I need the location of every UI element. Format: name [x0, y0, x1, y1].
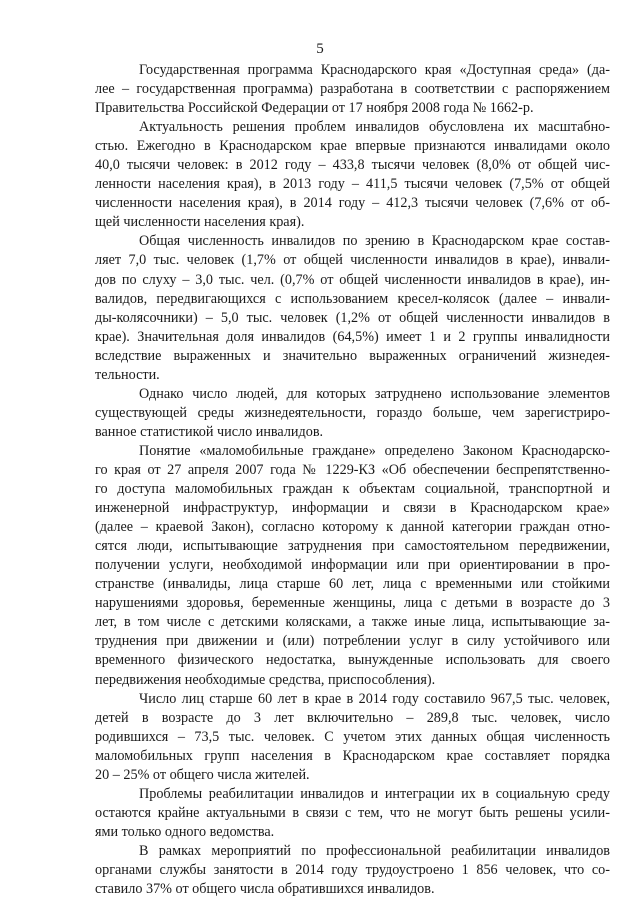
text-line: Государственная программа Краснодарского края «Доступная среда» (да-	[139, 62, 610, 78]
text-line: Общая численность инвалидов по зрению в Краснодарском крае состав-	[139, 233, 610, 250]
text-line: детей в возрасте до 3 лет включительно – 289,8 тыс. человек, число	[95, 709, 610, 726]
text-line: ляет 7,0 тыс. человек (1,7% от общей численности инвалидов в крае), инвали-	[95, 252, 610, 269]
text-line: численности населения края), в 2014 году – 412,3 тысячи человек (7,6% от об-	[95, 195, 610, 212]
text-line: вследствие выраженных и значительно выраженных ограничений жизнедея-	[95, 347, 610, 364]
paragraph	[95, 690, 610, 785]
text-line: В рамках мероприятий по профессиональной реабилитации инвалидов	[139, 842, 610, 859]
text-line: дов по слуху – 3,0 тыс. чел. (0,7% от общей численности инвалидов в крае), ин-	[95, 271, 610, 288]
text-line: ставило 37% от общего числа обратившихся инвалидов.	[95, 881, 435, 898]
paragraph	[95, 118, 610, 232]
text-line: инженерной инфраструктур, информации и связи в Краснодарском крае»	[95, 500, 610, 517]
text-line: Число лиц старше 60 лет в крае в 2014 году составило 967,5 тыс. человек,	[139, 690, 610, 707]
text-line: получении услуги, необходимой информации или при ориентировании в про-	[95, 557, 610, 574]
text-line: остаются крайне актуальными в связи с тем, что не могут быть решены усили-	[95, 804, 610, 821]
paragraph	[95, 232, 610, 384]
paragraph	[95, 842, 610, 899]
document-body	[95, 61, 610, 899]
text-line: тельности.	[95, 366, 160, 383]
text-line: существующей среды жизнедеятельности, гораздо больше, чем зарегистриро-	[95, 404, 610, 421]
text-line: щей численности населения края).	[95, 214, 305, 231]
text-line: временного физического недостатка, вынужденные использовать для своего	[95, 652, 610, 669]
text-line: ями только одного ведомства.	[95, 823, 275, 840]
text-line: лет, в том числе с детскими колясками, а также иные лица, испытывающие за-	[95, 614, 610, 631]
text-line: сятся люди, испытывающие затруднения при самостоятельном передвижении,	[95, 538, 610, 555]
text-line: (далее – краевой Закон), согласно которому к данной категории граждан отно-	[95, 519, 610, 536]
text-line: родившихся – 73,5 тыс. человек. С учетом этих данных общая численность	[95, 728, 610, 745]
text-line: Проблемы реабилитации инвалидов и интеграции их в социальную среду	[139, 785, 610, 802]
text-line: органами службы занятости в 2014 году трудоустроено 1 856 человек, что со-	[95, 861, 610, 878]
text-line: 20 – 25% от общего числа жителей.	[95, 766, 310, 783]
text-line: Однако число людей, для которых затруднено использование элементов	[139, 385, 610, 402]
page-number: 5	[316, 41, 324, 57]
text-line: передвижения необходимые средства, приспособления).	[95, 671, 436, 688]
text-line: лее – государственная программа) разработана в соответствии с распоряжением	[95, 81, 610, 98]
text-line: ванное статистикой число инвалидов.	[95, 423, 324, 440]
text-line: стью. Ежегодно в Краснодарском крае впервые признаются инвалидами около	[95, 138, 610, 155]
text-line: 40,0 тысячи человек: в 2012 году – 433,8 тысячи человек (8,0% от общей чис-	[95, 157, 610, 174]
paragraph	[95, 442, 610, 690]
text-line: крае). Значительная доля инвалидов (64,5%) имеет 1 и 2 группы инвалидности	[95, 328, 610, 345]
paragraph	[95, 785, 610, 842]
text-line: валидов, передвигающихся с использованием кресел-колясок (далее – инвали-	[95, 290, 610, 307]
text-line: Понятие «маломобильные граждане» определено Законом Краснодарско-	[139, 442, 610, 459]
paragraph	[95, 385, 610, 442]
text-line: странстве (инвалиды, лица старше 60 лет, лица с временными или стойкими	[95, 576, 610, 593]
text-line: труднения при движении и (или) потреблении услуг в силу устойчивого или	[95, 633, 610, 650]
text-line: нарушениями здоровья, беременные женщины, лица с детьми в возрасте до 3	[95, 595, 610, 612]
text-line: Актуальность решения проблем инвалидов обусловлена их масштабно-	[139, 119, 610, 136]
text-line: ды-колясочники) – 5,0 тыс. человек (1,2% от общей численности инвалидов в	[95, 309, 610, 326]
paragraph	[95, 61, 610, 118]
text-line: маломобильных групп населения в Краснодарском крае составляет порядка	[95, 747, 610, 764]
text-line: го доступа маломобильных граждан к объектам социальной, транспортной и	[95, 481, 610, 498]
text-line: го края от 27 апреля 2007 года № 1229-КЗ «Об обеспечении беспрепятственно-	[95, 461, 610, 478]
text-line: Правительства Российской Федерации от 17 ноября 2008 года № 1662-р.	[95, 100, 534, 117]
text-line: ленности населения края), в 2013 году – 411,5 тысячи человек (7,5% от общей	[95, 176, 610, 193]
